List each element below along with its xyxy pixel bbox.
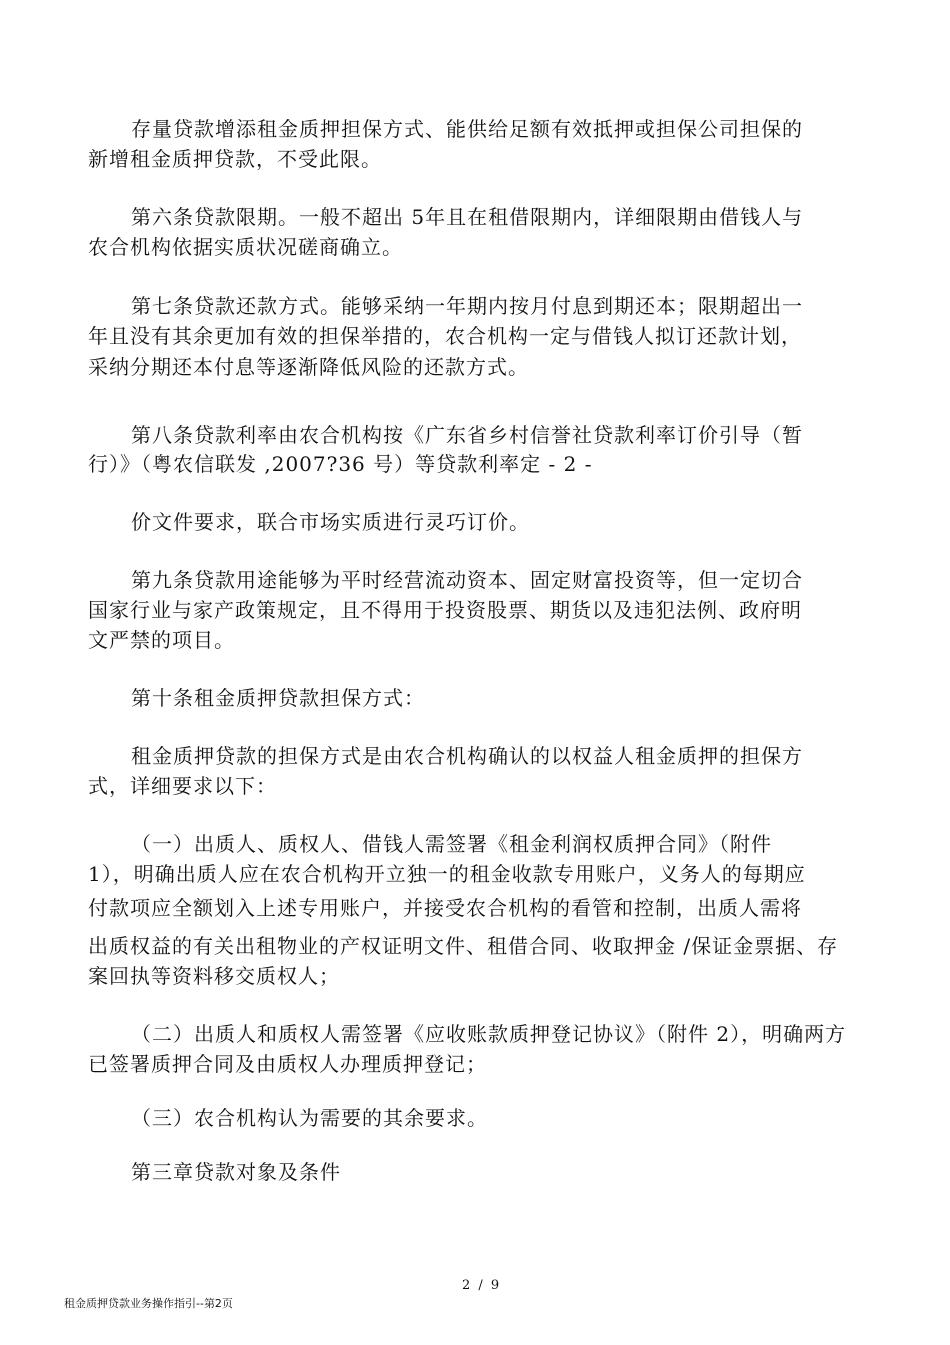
body-line: 文严禁的项目。	[88, 628, 235, 652]
body-line: 农合机构依据实质状况磋商确立。	[88, 235, 403, 259]
body-line: 1），明确出质人应在农合机构开立独一的租金收款专用账户，义务人的每期应	[88, 862, 806, 886]
body-line: 采纳分期还本付息等逐渐降低风险的还款方式。	[88, 355, 529, 379]
body-line: 第八条贷款利率由农合机构按《广东省乡村信誉社贷款利率订价引导（暂	[131, 423, 803, 447]
body-line: 年且没有其余更加有效的担保举措的，农合机构一定与借钱人拟订还款计划，	[88, 324, 802, 348]
body-line: 已签署质押合同及由质权人办理质押登记；	[88, 1052, 487, 1076]
body-line: （一）出质人、质权人、借钱人需签署《租金利润权质押合同》（附件	[131, 832, 772, 856]
body-line: （二）出质人和质权人需签署《应收账款质押登记协议》（附件 2），明确两方	[131, 1022, 847, 1046]
footer-title: 租金质押贷款业务操作指引--第2页	[64, 1297, 233, 1310]
body-line: 式，详细要求以下：	[88, 774, 277, 798]
body-line: 行）》（粤农信联发 ,2007?36 号）等贷款利率定 - 2 -	[88, 452, 593, 476]
body-line: 新增租金质押贷款，不受此限。	[88, 147, 382, 171]
body-line: （三）农合机构认为需要的其余要求。	[131, 1106, 488, 1130]
body-line: 价文件要求，联合市场实质进行灵巧订价。	[131, 510, 530, 534]
body-line: 出质权益的有关出租物业的产权证明文件、租借合同、收取押金 /保证金票据、存	[88, 934, 839, 958]
body-line: 租金质押贷款的担保方式是由农合机构确认的以权益人租金质押的担保方	[131, 744, 803, 768]
body-line: 案回执等资料移交质权人；	[88, 964, 340, 988]
page-number: 2 / 9	[462, 1278, 502, 1293]
body-line: 付款项应全额划入上述专用账户，并接受农合机构的看管和控制，出质人需将	[88, 896, 802, 920]
body-line: 存量贷款增添租金质押担保方式、能供给足额有效抵押或担保公司担保的	[131, 117, 803, 141]
body-line: 第九条贷款用途能够为平时经营流动资本、固定财富投资等，但一定切合	[131, 568, 803, 592]
body-line: 国家行业与家产政策规定，且不得用于投资股票、期货以及违犯法例、政府明	[88, 598, 802, 622]
section-heading: 第三章贷款对象及条件	[131, 1160, 341, 1184]
body-line: 第七条贷款还款方式。能够采纳一年期内按月付息到期还本；限期超出一	[131, 294, 803, 318]
body-line: 第六条贷款限期。一般不超出 5年且在租借限期内，详细限期由借钱人与	[131, 205, 804, 229]
body-line: 第十条租金质押贷款担保方式：	[131, 686, 425, 710]
